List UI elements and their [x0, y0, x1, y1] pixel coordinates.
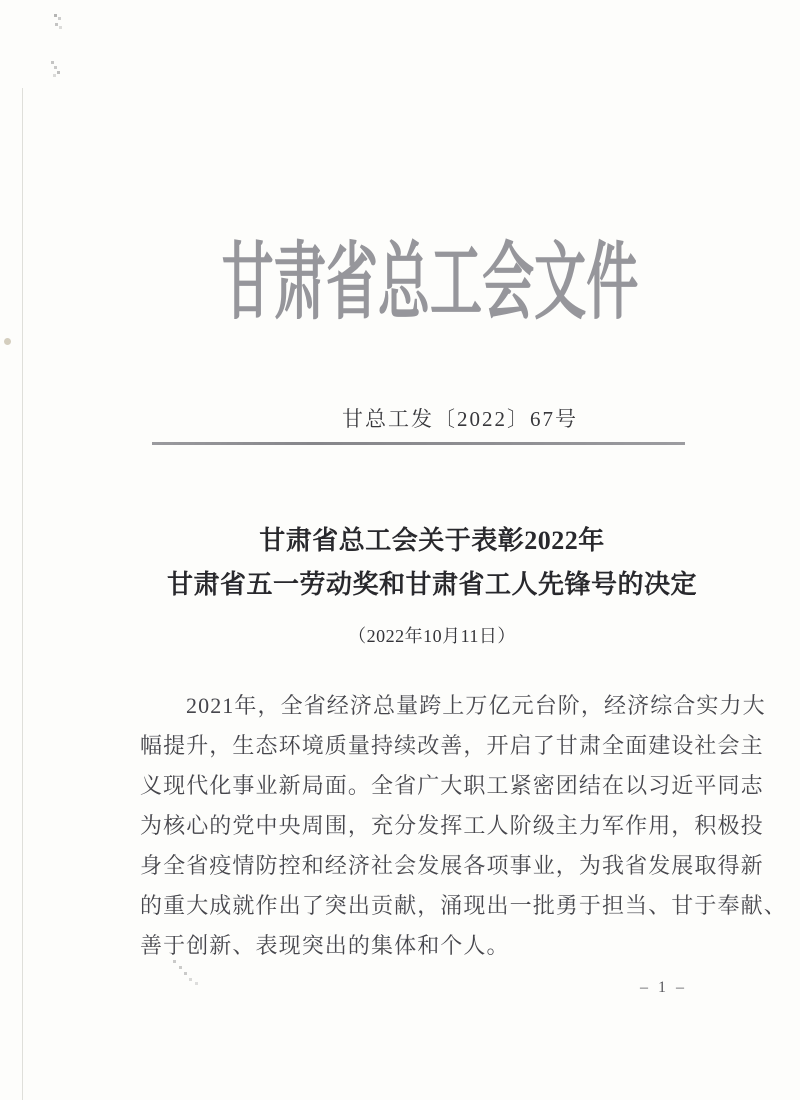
body-line: 义现代化事业新局面。全省广大职工紧密团结在以习近平同志 — [140, 773, 764, 798]
scan-speck — [51, 61, 54, 64]
document-number: 甘总工发〔2022〕67号 — [342, 407, 578, 431]
letterhead-title: 甘肃省总工会文件 — [221, 237, 639, 330]
body-line: 的重大成就作出了突出贡献，涌现出一批勇于担当、甘于奉献、 — [140, 893, 787, 918]
scan-speck — [4, 338, 11, 345]
document-title-line2: 甘肃省五一劳动奖和甘肃省工人先锋号的决定 — [166, 570, 697, 599]
body-line: 2021年，全省经济总量跨上万亿元台阶，经济综合实力大 — [186, 693, 766, 718]
document-title — [32, 519, 800, 607]
scan-edge-line — [22, 88, 23, 1100]
page-number: – 1 – — [640, 979, 687, 996]
body-line: 善于创新、表现突出的集体和个人。 — [140, 933, 510, 958]
body-line: 为核心的党中央周围，充分发挥工人阶级主力军作用，积极投 — [140, 813, 764, 838]
body-line: 幅提升，生态环境质量持续改善，开启了甘肃全面建设社会主 — [140, 733, 764, 758]
body-paragraph — [140, 686, 787, 966]
body-line: 身全省疫情防控和经济社会发展各项事业，为我省发展取得新 — [140, 853, 764, 878]
scan-speck — [54, 14, 57, 17]
document-title-line1: 甘肃省总工会关于表彰2022年 — [259, 526, 605, 555]
document-date: （2022年10月11日） — [348, 626, 516, 646]
header-rule-line — [152, 442, 685, 445]
